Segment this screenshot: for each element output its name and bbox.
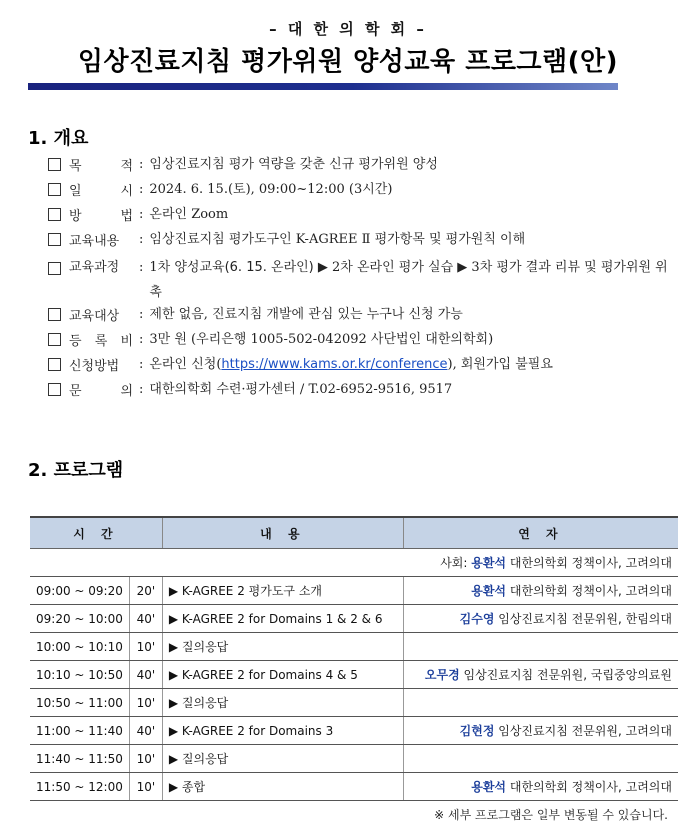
overview-item: 교육내용 : 임상진료지침 평가도구인 K-AGREE Ⅱ 평가항목 및 평가원칙 이해 (48, 227, 678, 252)
table-row: 10:10 ~ 10:50 40' ▶ K-AGREE 2 for Domains 4 & 5 오무경 임상진료지침 전문위원, 국립중앙의료원 (30, 661, 678, 689)
overview-value: 임상진료지침 평가 역량을 갖춘 신규 평가위원 양성 (149, 157, 438, 172)
checkbox-icon (48, 308, 61, 321)
speaker-name: 용환석 (471, 584, 507, 598)
overview-label: 교육과정 (69, 260, 120, 275)
overview-item: 문 의 : 대한의학회 수련·평가센터 / T.02-6952-9516, 9517 (48, 377, 678, 402)
overview-value: 3만 원 (우리은행 1005-502-042092 사단법인 대한의학회) (149, 332, 494, 347)
overview-value: 임상진료지침 평가도구인 K-AGREE Ⅱ 평가항목 및 평가원칙 이해 (149, 232, 526, 247)
overview-value: 제한 없음, 진료지침 개발에 관심 있는 누구나 신청 가능 (149, 307, 463, 322)
checkbox-icon (48, 383, 61, 396)
moderator-name: 용환석 (471, 556, 507, 570)
section-heading-program: 2. 프로그램 (28, 460, 124, 481)
overview-item: 등 록 비 : 3만 원 (우리은행 1005-502-042092 사단법인 대한의학회) (48, 327, 678, 352)
checkbox-icon (48, 233, 61, 246)
document-header (0, 18, 696, 78)
overview-item: 교육과정 : 1차 양성교육(6. 15. 온라인) ▶ 2차 온라인 평가 실습 ▶ 3차 평가 결과 리뷰 및 평가위원 위촉 (48, 252, 678, 302)
table-row: 09:20 ~ 10:00 40' ▶ K-AGREE 2 for Domains 1 & 2 & 6 김수영 임상진료지침 전문위원, 한림의대 (30, 605, 678, 633)
program-table (30, 516, 678, 801)
column-header-time: 시 간 (30, 517, 162, 549)
overview-item: 일 시 : 2024. 6. 15.(토), 09:00~12:00 (3시간) (48, 177, 678, 202)
column-header-content: 내 용 (162, 517, 403, 549)
table-row: 11:50 ~ 12:00 10' ▶ 종합 용환석 대한의학회 정책이사, 고려의대 (30, 773, 678, 801)
table-row: 11:00 ~ 11:40 40' ▶ K-AGREE 2 for Domains 3 김현정 임상진료지침 전문위원, 고려의대 (30, 717, 678, 745)
checkbox-icon (48, 183, 61, 196)
overview-label: 등 록 비 (69, 334, 133, 349)
organization-name: – 대 한 의 학 회 – (269, 20, 427, 38)
overview-label: 일 시 (69, 184, 133, 199)
program-change-note: ※ 세부 프로그램은 일부 변동될 수 있습니다. (434, 808, 668, 822)
table-row: 10:50 ~ 11:00 10' ▶ 질의응답 (30, 689, 678, 717)
title-underline-bar (28, 83, 618, 90)
overview-value: 2024. 6. 15.(토), 09:00~12:00 (3시간) (149, 182, 393, 197)
checkbox-icon (48, 358, 61, 371)
overview-item: 교육대상 : 제한 없음, 진료지침 개발에 관심 있는 누구나 신청 가능 (48, 302, 678, 327)
table-row: 11:40 ~ 11:50 10' ▶ 질의응답 (30, 745, 678, 773)
overview-label: 방 법 (69, 209, 133, 224)
column-header-speaker: 연 자 (403, 517, 678, 549)
overview-item: 방 법 : 온라인 Zoom (48, 202, 678, 227)
overview-value: 온라인 Zoom (149, 207, 229, 222)
overview-item: 목 적 : 임상진료지침 평가 역량을 갖춘 신규 평가위원 양성 (48, 152, 678, 177)
checkbox-icon (48, 158, 61, 171)
overview-label: 교육내용 (69, 234, 120, 249)
checkbox-icon (48, 262, 61, 275)
section-heading-overview: 1. 개요 (28, 128, 89, 149)
table-header-row (30, 517, 678, 549)
overview-value: 온라인 신청(https://www.kams.or.kr/conference), 회원가입 불필요 (149, 357, 553, 372)
overview-value: 1차 양성교육(6. 15. 온라인) ▶ 2차 온라인 평가 실습 ▶ 3차 평가 결과 리뷰 및 평가위원 위촉 (149, 260, 668, 300)
speaker-name: 김수영 (459, 612, 495, 626)
registration-link[interactable]: https://www.kams.or.kr/conference (221, 357, 448, 372)
overview-label: 문 의 (69, 384, 133, 399)
checkbox-icon (48, 333, 61, 346)
overview-label: 목 적 (69, 159, 133, 174)
overview-label: 교육대상 (69, 309, 120, 324)
checkbox-icon (48, 208, 61, 221)
overview-value: 대한의학회 수련·평가센터 / T.02-6952-9516, 9517 (149, 382, 453, 397)
speaker-name: 김현정 (459, 724, 495, 738)
speaker-name: 오무경 (424, 668, 460, 682)
overview-label: 신청방법 (69, 359, 120, 374)
table-row: 09:00 ~ 09:20 20' ▶ K-AGREE 2 평가도구 소개 용환석 대한의학회 정책이사, 고려의대 (30, 577, 678, 605)
table-row: 10:00 ~ 10:10 10' ▶ 질의응답 (30, 633, 678, 661)
document-title: 임상진료지침 평가위원 양성교육 프로그램(안) (77, 47, 619, 77)
overview-list (48, 152, 678, 402)
speaker-name: 용환석 (471, 780, 507, 794)
overview-item: 신청방법 : 온라인 신청(https://www.kams.or.kr/conference), 회원가입 불필요 (48, 352, 678, 377)
moderator-row: 사회: 용환석 대한의학회 정책이사, 고려의대 (30, 549, 678, 577)
